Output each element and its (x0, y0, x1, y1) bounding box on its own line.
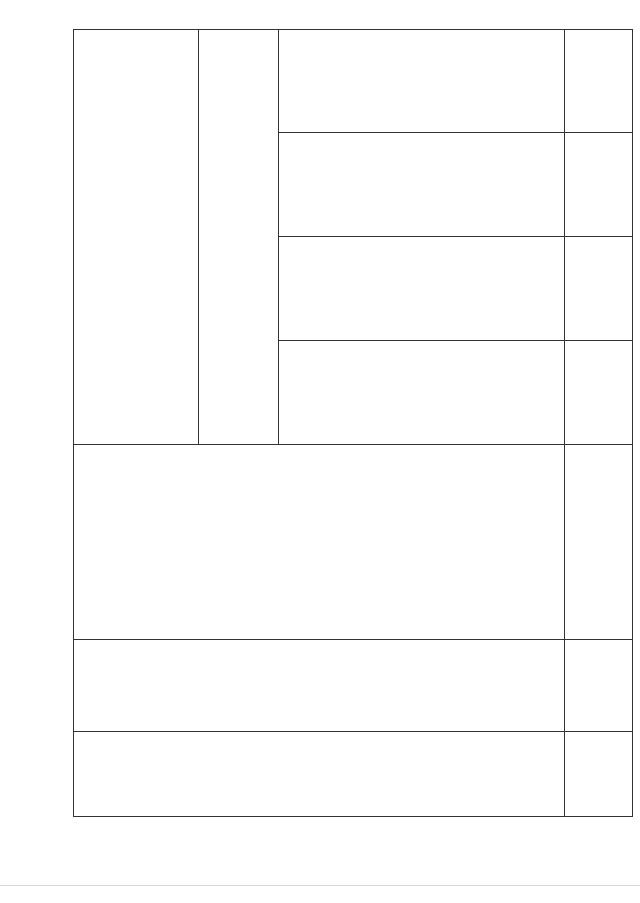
col-number-17 (564, 30, 632, 133)
header-year-2023 (279, 133, 564, 237)
header-expenses (74, 30, 199, 445)
header-status (74, 732, 565, 817)
col-number-16 (564, 133, 632, 237)
col-number-1 (564, 732, 632, 817)
header-year-2021 (279, 341, 564, 445)
header-program-name (74, 640, 565, 732)
scan-edge-line (0, 885, 640, 886)
col-number-15 (564, 237, 632, 341)
header-year-2024 (279, 30, 564, 133)
header-by-years (199, 30, 279, 445)
header-year-2022 (279, 237, 564, 341)
header-executor (74, 445, 565, 640)
col-number-14 (564, 341, 632, 445)
col-number-2 (564, 640, 632, 732)
col-number-3 (564, 445, 632, 640)
budget-table (73, 29, 633, 817)
rotated-table-wrapper (73, 30, 633, 817)
